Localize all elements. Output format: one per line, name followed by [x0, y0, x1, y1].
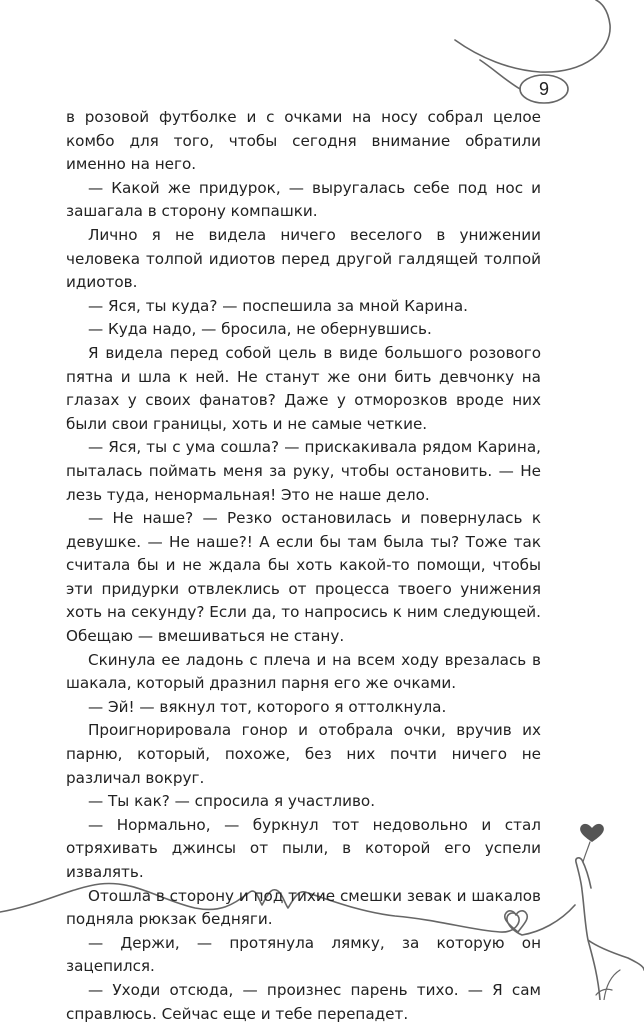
paragraph: Лично я не видела ничего веселого в унижении человека толпой идиотов перед другой галдящей толпой идиотов. — [66, 225, 541, 292]
page-number: 9 — [538, 79, 549, 99]
body-text — [66, 106, 541, 1026]
paragraph: — Яся, ты куда? — поспешила за мной Карина. — [88, 296, 468, 315]
paragraph: — Не наше? — Резко остановилась и повернулась к девушке. — Не наше?! А если бы там была ты? Тоже так считала бы и не ждала бы хоть какой-то помощи, чтобы эти придурки отвлеклись от процесса твоего унижения хоть на секунду? Если да, то напросись к ним следующей. Обещаю — вмешиваться не стану. — [66, 509, 541, 646]
paragraph: — Ты как? — спросила я участливо. — [88, 792, 376, 811]
paragraph: Я видела перед собой цель в виде большого розового пятна и шла к ней. Не станут же они бить девчонку на глазах у своих фанатов? Даже у отморозков вроде них были свои границы, хоть и не самые четкие. — [66, 343, 541, 433]
paragraph: в розовой футболке и с очками на носу собрал целое комбо для того, чтобы сегодня внимание обратили именно на него. — [66, 108, 541, 174]
paragraph: — Эй! — вякнул тот, которого я оттолкнула. — [88, 697, 447, 716]
hand-drawing — [576, 858, 644, 1000]
balloon-string — [583, 842, 590, 862]
paragraph: Отошла в сторону и под тихие смешки зевак и шакалов подняла рюкзак бедняги. — [66, 886, 541, 929]
top-swirl-line — [455, 0, 610, 72]
paragraph: — Куда надо, — бросила, не обернувшись. — [88, 320, 432, 339]
paragraph: — Какой же придурок, — выругалась себе под нос и зашагала в сторону компашки. — [66, 178, 541, 221]
paragraph: — Держи, — протянула лямку, за которую он зацепился. — [66, 933, 541, 976]
paragraph: Проигнорировала гонор и отобрала очки, вручив их парню, который, похоже, без них почти ничего не различал вокруг. — [66, 721, 541, 787]
top-swirl-tail — [480, 60, 520, 89]
paragraph: — Яся, ты с ума сошла? — прискакивала рядом Карина, пыталась поймать меня за руку, чтобы остановить. — Не лезь туда, ненормальная! Это не наше дело. — [66, 438, 541, 504]
paragraph: — Нормально, — буркнул тот недовольно и стал отряхивать джинсы от пыли, в которой его успели извалять. — [66, 815, 541, 881]
paragraph: — Уходи отсюда, — произнес парень тихо. — Я сам справлюсь. Сейчас еще и тебе перепадет. — [66, 980, 541, 1023]
paragraph: Скинула ее ладонь с плеча и на всем ходу врезалась в шакала, который дразнил парня его же очками. — [66, 650, 541, 693]
heart-icon — [580, 824, 604, 842]
